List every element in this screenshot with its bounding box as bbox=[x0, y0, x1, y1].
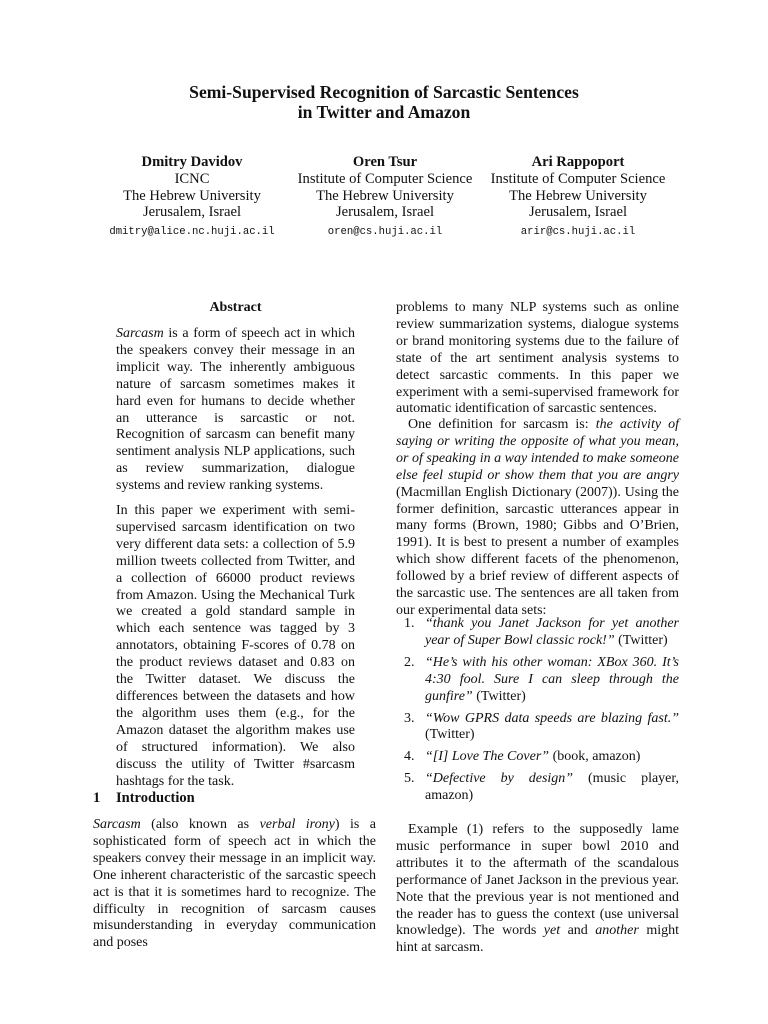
example-source: (music player, amazon) bbox=[425, 771, 679, 804]
examples-list bbox=[404, 616, 679, 810]
author-affiliation: Jerusalem, Israel bbox=[142, 204, 242, 221]
example-quote: “Defective by design” bbox=[425, 771, 574, 787]
section-heading-introduction bbox=[93, 790, 195, 807]
abstract-paragraph-1 bbox=[116, 326, 355, 495]
author-3 bbox=[478, 154, 678, 241]
author-affiliation: The Hebrew University bbox=[509, 187, 647, 204]
author-affiliation: ICNC bbox=[174, 170, 210, 187]
list-number: 4. bbox=[404, 749, 415, 765]
author-email: dmitry@alice.nc.huji.ac.il bbox=[109, 226, 275, 239]
list-item bbox=[404, 616, 679, 650]
author-affiliation: The Hebrew University bbox=[316, 187, 454, 204]
term-sarcasm: Sarcasm bbox=[93, 817, 141, 832]
body-text: One definition for sarcasm is: bbox=[408, 417, 596, 432]
list-item bbox=[404, 771, 679, 805]
author-name: Oren Tsur bbox=[352, 154, 418, 170]
author-email: oren@cs.huji.ac.il bbox=[327, 226, 443, 239]
author-affiliation: Institute of Computer Science bbox=[490, 170, 666, 187]
title-line-2: in Twitter and Amazon bbox=[297, 102, 471, 122]
example-source: (book, amazon) bbox=[549, 749, 641, 765]
abstract-text: is a form of speech act in which the speakers convey their message in an implicit way. The inherently ambiguous nature of sarcasm sometimes makes it hard even for humans to decide whether an utterance is sarcastic or not. Recognition of sarcasm can benefit many sentiment analysis NLP applications, such as review summarization, dialogue systems and review ranking systems. bbox=[116, 326, 355, 494]
body-text: might hint at sarcasm. bbox=[396, 923, 680, 956]
list-item bbox=[404, 655, 679, 706]
author-affiliation: Institute of Computer Science bbox=[297, 170, 473, 187]
body-text: and bbox=[560, 923, 596, 939]
sarcasm-definition: the activity of saying or writing the opposite of what you mean, or of speaking in a way intended to make someone else feel stupid or show them that you are angry bbox=[396, 417, 679, 483]
emphasis-word: another bbox=[595, 923, 639, 939]
list-number: 3. bbox=[404, 710, 415, 726]
paper-title bbox=[0, 82, 768, 122]
author-1 bbox=[92, 154, 292, 241]
list-number: 5. bbox=[404, 771, 415, 787]
body-text: (Macmillan English Dictionary (2007)). Using the former definition, sarcastic utterances appear in many forms (Brown, 1980; Gibbs and O’Brien, 1991). It is best to present a number of examples which show different facets of the phenomenon, followed by a brief review of different aspects of the sarcastic use. The sentences are all taken from our experimental data sets: bbox=[396, 484, 679, 618]
abstract-heading: Abstract bbox=[209, 300, 262, 315]
author-block bbox=[0, 154, 768, 244]
body-paragraph-1: problems to many NLP systems such as online review summarization systems, dialogue systems or brand monitoring systems due to the failure of state of the art sentiment analysis systems to detect sarcastic comments. In this paper we experiment with a semi-supervised framework for automatic identification of sarcastic sentences. bbox=[396, 300, 679, 417]
title-line-1: Semi-Supervised Recognition of Sarcastic Sentences bbox=[189, 82, 579, 102]
example-quote: “He’s with his other woman: XBox 360. It’s 4:30 fool. Sure I can sleep through the gunfire” bbox=[425, 654, 679, 704]
author-2 bbox=[285, 154, 485, 241]
example-source: (Twitter) bbox=[472, 688, 526, 704]
list-number: 2. bbox=[404, 654, 415, 670]
example-quote: “thank you Janet Jackson for yet another year of Super Bowl classic rock!” bbox=[425, 616, 679, 648]
author-affiliation: Jerusalem, Israel bbox=[335, 204, 435, 221]
term-sarcasm: Sarcasm bbox=[116, 326, 164, 341]
example-quote: “[I] Love The Cover” bbox=[425, 749, 550, 765]
list-number: 1. bbox=[404, 616, 415, 631]
abstract-paragraph-2: In this paper we experiment with semi-supervised sarcasm identification on two very different data sets: a collection of 5.9 million tweets collected from Twitter, and a collection of 66000 product reviews from Amazon. Using the Mechanical Turk we created a gold standard sample in which each sentence was tagged by 3 annotators, obtaining F-scores of 0.78 on the product reviews dataset and 0.83 on the Twitter dataset. We discuss the differences between the datasets and how the algorithm uses them (e.g., for the Amazon dataset the algorithm makes use of structured information). We also discuss the utility of Twitter #sarcasm hashtags for the task. bbox=[116, 503, 355, 789]
intro-paragraph bbox=[93, 817, 376, 952]
section-title: Introduction bbox=[116, 790, 195, 806]
list-item bbox=[404, 711, 679, 745]
author-affiliation: Jerusalem, Israel bbox=[528, 204, 628, 221]
example-quote: “Wow GPRS data speeds are blazing fast.” bbox=[425, 710, 679, 726]
example-source: (Twitter) bbox=[425, 727, 475, 743]
body-paragraph-2 bbox=[396, 417, 679, 620]
emphasis-word: yet bbox=[543, 923, 561, 939]
intro-text: (also known as bbox=[140, 817, 260, 832]
section-number: 1 bbox=[93, 790, 101, 806]
body-paragraph-3 bbox=[396, 822, 679, 957]
author-affiliation: The Hebrew University bbox=[123, 187, 261, 204]
author-email: arir@cs.huji.ac.il bbox=[520, 226, 636, 239]
list-item bbox=[404, 749, 679, 766]
example-source: (Twitter) bbox=[614, 632, 668, 648]
term-verbal-irony: verbal irony bbox=[259, 817, 335, 832]
intro-text: ) is a sophisticated form of speech act in which the speakers convey their message in an implicit way. One inherent characteristic of the sarcastic speech act is that it is sometimes hard to recognize. The difficulty in recognition of sarcasm causes misunderstanding in everyday communication and poses bbox=[93, 817, 376, 951]
author-name: Ari Rappoport bbox=[531, 154, 625, 170]
body-text: Example (1) refers to the supposedly lame music performance in super bowl 2010 and attributes it to the aftermath of the scandalous performance of Janet Jackson in the previous year. Note that the previous year is not mentioned and the reader has to guess the context (use universal knowledge). The words bbox=[396, 822, 680, 939]
author-name: Dmitry Davidov bbox=[141, 154, 243, 170]
